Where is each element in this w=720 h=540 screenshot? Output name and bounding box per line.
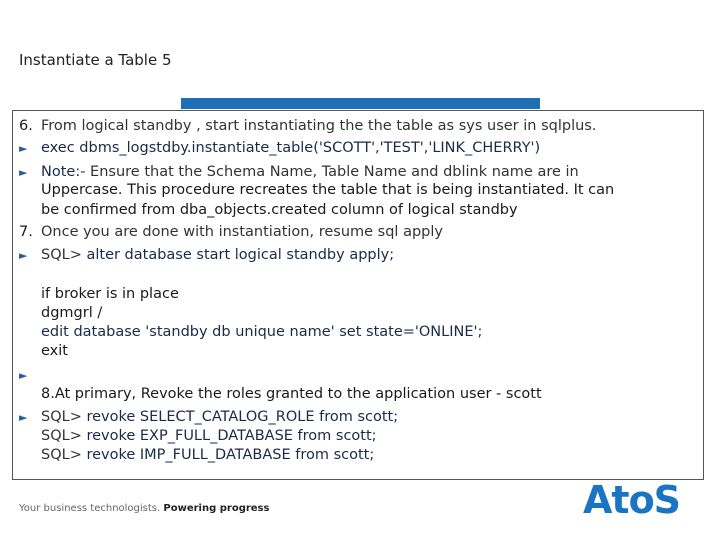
revoke-line-3	[41, 445, 374, 465]
step-7-line	[19, 222, 443, 242]
sql-prompt: SQL>	[41, 247, 82, 263]
step-7-text: Once you are done with instantiation, resume sql apply	[41, 224, 443, 240]
logo-text: AtoS	[583, 478, 681, 518]
sql-apply-command: alter database start logical standby apply;	[86, 247, 395, 263]
bullet-marker-icon: ►	[19, 142, 28, 155]
broker-line: if broker is in place	[41, 286, 179, 302]
footer-tagline	[19, 503, 269, 514]
tagline-part-2: Powering progress	[163, 503, 270, 514]
sql-prompt: SQL>	[41, 409, 82, 425]
step-7-number: 7.	[19, 224, 33, 240]
sql-prompt: SQL>	[41, 447, 82, 463]
accent-bar	[181, 98, 540, 109]
sql-apply-line	[19, 245, 394, 266]
bullet-marker-icon: ►	[19, 411, 28, 424]
bullet-marker-icon: ►	[19, 369, 28, 382]
dgmgrl-line: dgmgrl /	[41, 305, 103, 321]
step-6-number: 6.	[19, 118, 33, 134]
atos-logo	[583, 478, 695, 518]
tagline-part-1: Your business technologists.	[19, 503, 161, 514]
sql-prompt: SQL>	[41, 428, 82, 444]
note-label: Note:	[41, 164, 81, 180]
exec-line	[19, 138, 540, 159]
edit-database-line: edit database 'standby db unique name' set state='ONLINE';	[41, 324, 483, 340]
slide-title: Instantiate a Table 5	[19, 51, 172, 69]
revoke-line-1	[19, 407, 398, 428]
step-8-line: 8.At primary, Revoke the roles granted to the application user - scott	[41, 386, 542, 402]
note-text-3: be confirmed from dba_objects.created column of logical standby	[41, 202, 518, 218]
revoke-command-2: revoke EXP_FULL_DATABASE from scott;	[86, 428, 377, 444]
revoke-line-2	[41, 426, 377, 446]
bullet-marker-icon: ►	[19, 249, 28, 262]
step-6-text: From logical standby , start instantiating the the table as sys user in sqlplus.	[41, 118, 597, 134]
revoke-command-1: revoke SELECT_CATALOG_ROLE from scott;	[86, 409, 399, 425]
note-text-2: Uppercase. This procedure recreates the table that is being instantiated. It can	[41, 182, 615, 198]
note-text-1: - Ensure that the Schema Name, Table Name and dblink name are in	[80, 164, 579, 180]
bullet-marker-icon: ►	[19, 166, 28, 179]
exit-line: exit	[41, 343, 68, 359]
content-box	[12, 110, 704, 480]
step-6-line	[19, 116, 596, 136]
exec-command: exec dbms_logstdby.instantiate_table('SCOTT','TEST','LINK_CHERRY')	[41, 140, 541, 156]
empty-bullet-line	[19, 365, 41, 386]
revoke-command-3: revoke IMP_FULL_DATABASE from scott;	[86, 447, 375, 463]
